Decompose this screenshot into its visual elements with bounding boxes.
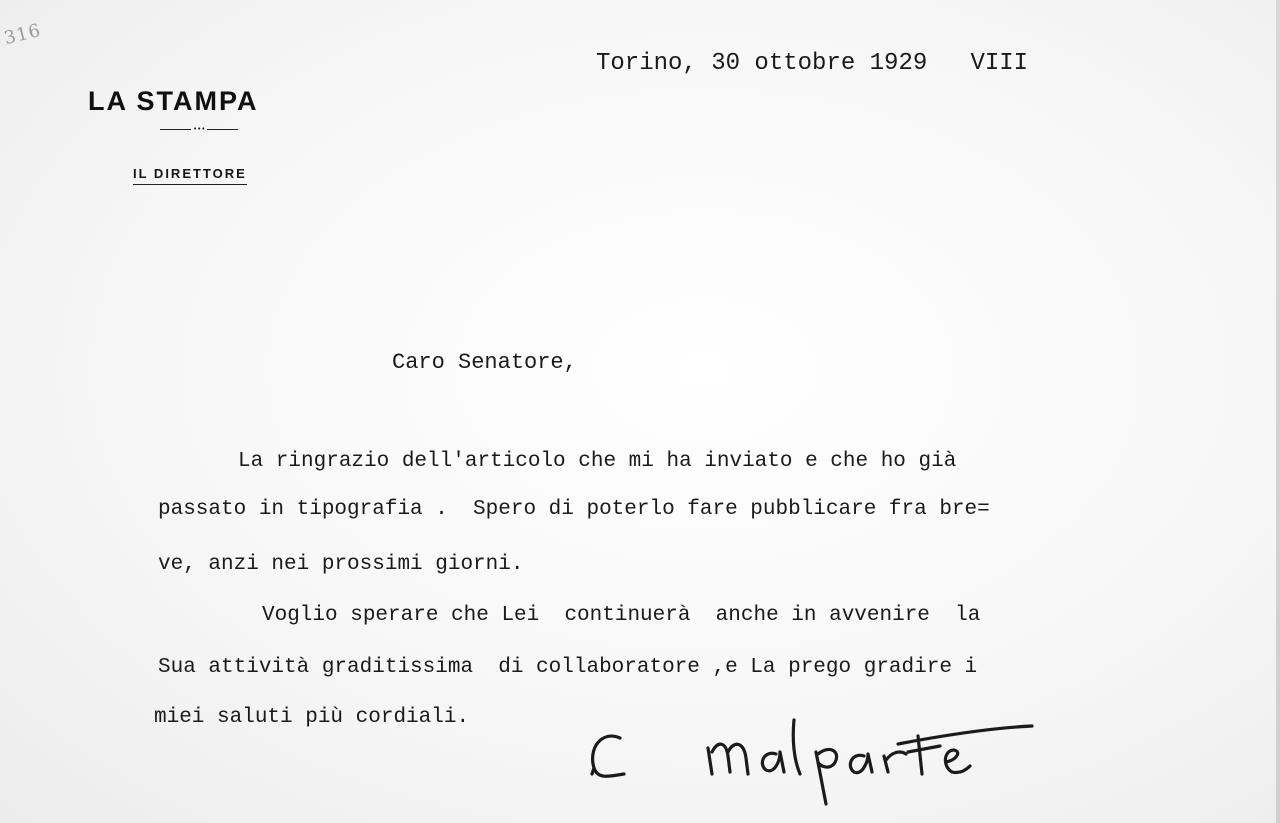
handwritten-signature	[580, 700, 1040, 810]
letterhead-ornament	[160, 124, 238, 134]
body-line-4: Voglio sperare che Lei continuerà anche in avvenire la	[262, 604, 981, 627]
body-line-2: passato in tipografia . Spero di poterlo fare pubblicare fra bre=	[158, 498, 990, 521]
salutation: Caro Senatore,	[392, 350, 577, 375]
ornament-dots: •••	[193, 125, 206, 133]
ornament-rule-right	[207, 129, 238, 130]
body-line-6: miei saluti più cordiali.	[154, 706, 470, 729]
page-edge-shadow	[1276, 0, 1280, 823]
letterhead-title: LA STAMPA	[88, 86, 259, 116]
ornament-rule-left	[160, 129, 191, 130]
body-line-3: ve, anzi nei prossimi giorni.	[158, 553, 524, 576]
date-line: Torino, 30 ottobre 1929 VIII	[596, 50, 1029, 77]
letterhead-subtitle: IL DIRETTORE	[133, 166, 247, 185]
body-line-1: La ringrazio dell'articolo che mi ha inviato e che ho già	[238, 450, 957, 473]
archive-pencil-mark: 316	[2, 19, 44, 50]
body-line-5: Sua attività graditissima di collaboratore ,e La prego gradire i	[158, 656, 978, 679]
